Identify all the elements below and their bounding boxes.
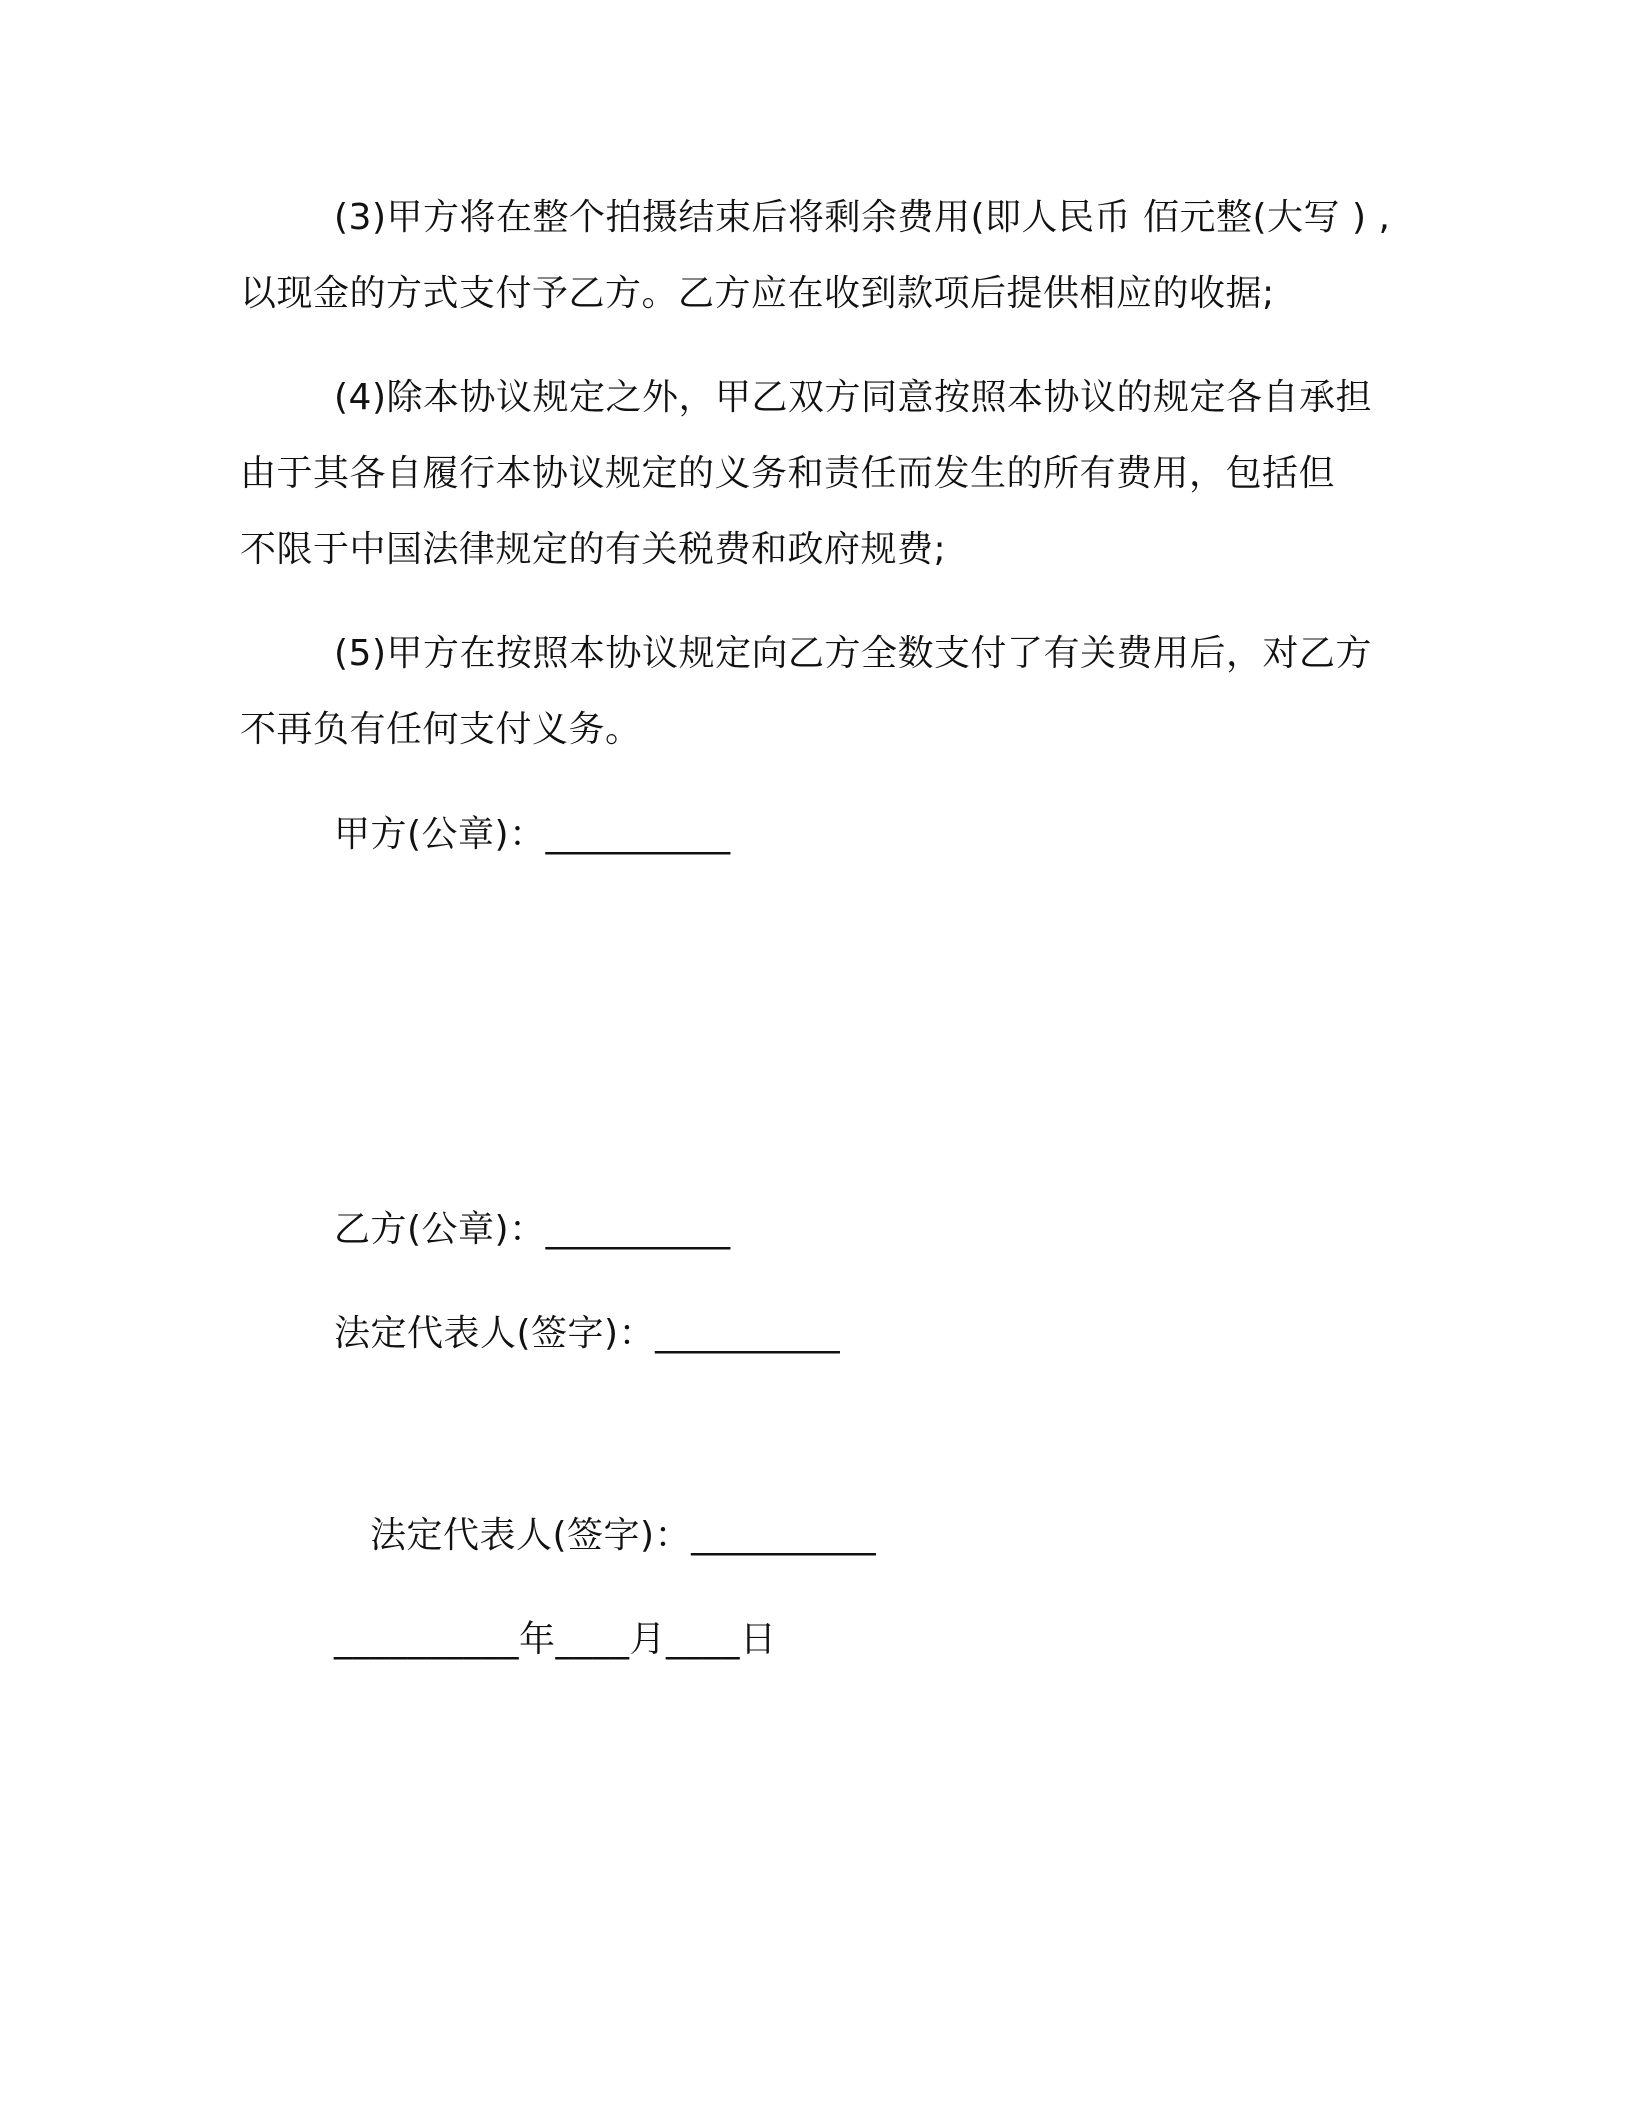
- clause-3-line-1: (3)甲方将在整个拍摄结束后将剩余费用(即人民币 佰元整(大写 ) ,: [334, 197, 1391, 238]
- clause-3: [240, 180, 1390, 332]
- legal-rep-signature-line-1: 法定代表人(签字)：__________: [334, 1313, 841, 1354]
- clause-4-line-1: (4)除本协议规定之外，甲乙双方同意按照本协议的规定各自承担: [334, 377, 1372, 418]
- clause-4-line-3: 不限于中国法律规定的有关税费和政府规费;: [240, 529, 947, 570]
- party-a-seal-line: 甲方(公章)：__________: [334, 814, 731, 855]
- party-b-seal-line: 乙方(公章)：__________: [334, 1209, 731, 1250]
- clause-5: [240, 616, 1390, 768]
- legal-rep-signature-line-2: 法定代表人(签字)：__________: [370, 1515, 877, 1556]
- clause-4: [240, 360, 1390, 588]
- date-line: __________年____月____日: [334, 1619, 777, 1660]
- clause-5-line-1: (5)甲方在按照本协议规定向乙方全数支付了有关费用后，对乙方: [334, 633, 1372, 674]
- clause-3-line-2: 以现金的方式支付予乙方。乙方应在收到款项后提供相应的收据;: [240, 273, 1275, 314]
- clause-5-line-2: 不再负有任何支付义务。: [240, 709, 642, 750]
- clause-4-line-2: 由于其各自履行本协议规定的义务和责任而发生的所有费用，包括但: [240, 453, 1336, 494]
